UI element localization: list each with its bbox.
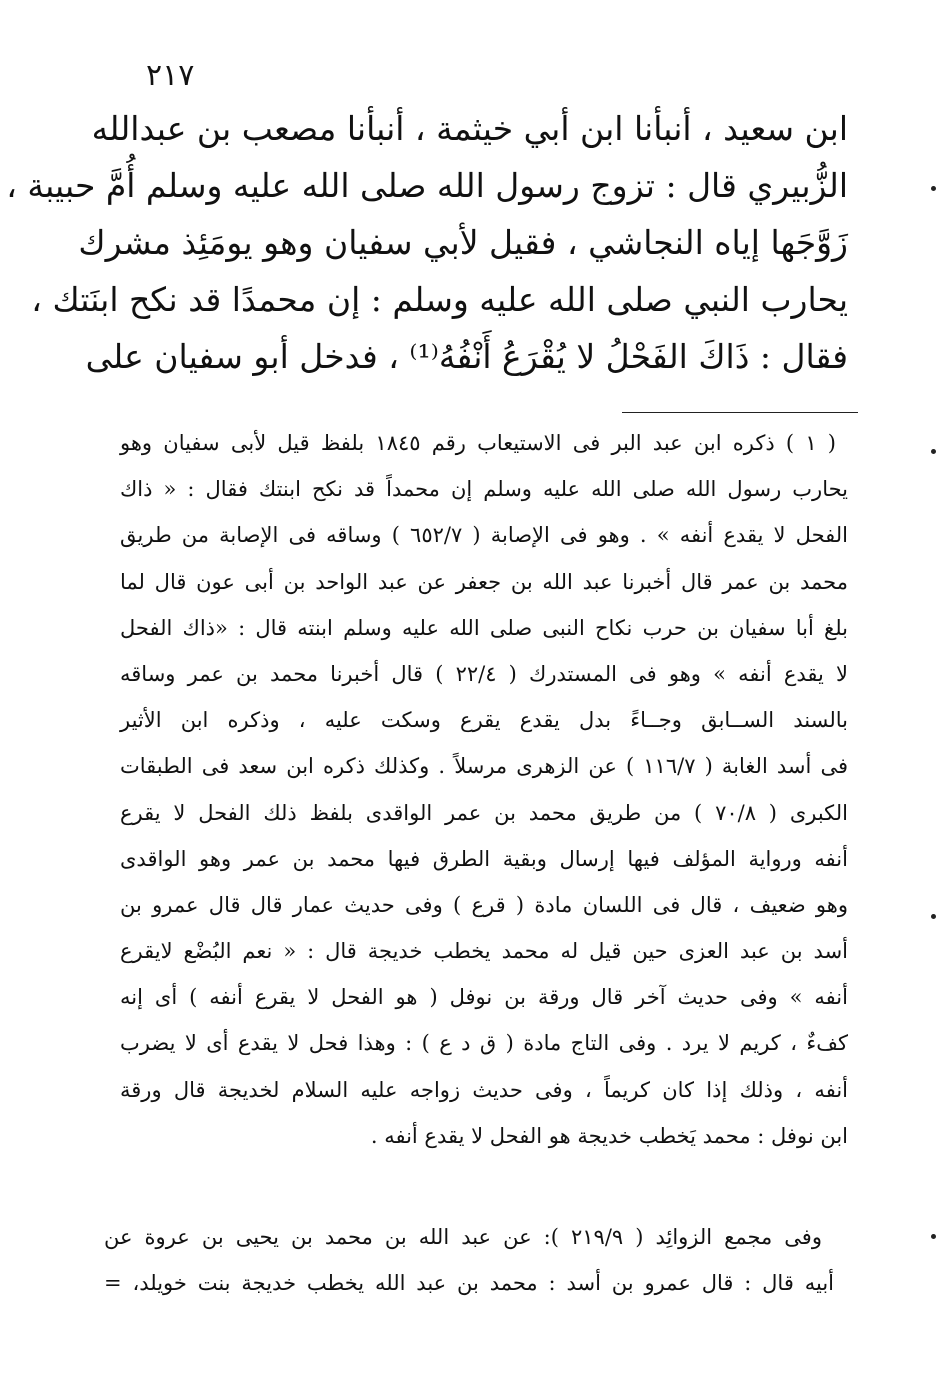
footnote-line: محمد بن عمر قال أخبرنا عبد الله بن جعفر عن عبد الواحد بن أبى عون قال لما [120, 569, 848, 594]
footnote-line: يحارب رسول الله صلى الله عليه وسلم إن محمداً قد نكح ابنتك فقال : « ذاك [120, 477, 848, 502]
footnote-line: أنفه » وفى حديث آخر قال ورقة بن نوفل ( هو الفحل لا يقرع أنفه ) أى إنه [120, 985, 848, 1010]
footnote-line: أنفه ورواية المؤلف فيها إرسال وبقية الطرق فيها محمد بن عمر وهو الواقدى [120, 846, 848, 871]
footnote-line: الكبرى ( ٧٠/٨ ) من طريق محمد بن عمر الواقدى بلفظ ذلك الفحل لا يقرع [120, 800, 849, 825]
margin-mark [931, 914, 936, 919]
footnote-line: بلغ أبا سفيان بن حرب نكاح النبى صلى الله عليه وسلم ابنته قال : «ذاك الفحل [120, 615, 848, 640]
footnote-line: أسد بن عبد العزى حين قيل له محمد يخطب خديجة قال : « نعم البُضْع لايقرع [120, 939, 848, 964]
footnote-line: وهو ضعيف ، قال فى اللسان مادة ( قرع ) وفى حديث عمار قال قال عمرو بن [120, 892, 848, 917]
margin-mark [931, 1234, 936, 1239]
footnote-divider [622, 412, 858, 413]
footnote-line: أبيه قال : قال عمرو بن أسد : محمد بن عبد الله يخطب خديجة بنت خويلد، = [104, 1271, 834, 1295]
footnote-line: كفءٌ ، كريم لا يرد . وفى التاج مادة ( ق د ع ) : وهذا فحل لا يقدع أى لا يضرب [120, 1031, 848, 1056]
footnote-line: ابن نوفل : محمد يَخطب خديجة هو الفحل لا يقدع أنفه . [370, 1123, 848, 1148]
footnote-line: بالسند الســابق وجــاءً بدل يقدع يقرع وسكت عليه ، وذكره ابن الأثير [120, 708, 848, 733]
margin-mark [931, 449, 936, 454]
footnote-line: وفى مجمع الزوائِد ( ٢١٩/٩ ): عن عبد الله بن محمد بن يحيى بن عروة عن [104, 1225, 822, 1249]
footnote-line: الفحل لا يقدع أنفه » . وهو فى الإصابة ( ٦٥٢/٧ ) وساقه فى الإصابة من طريق [120, 523, 848, 548]
page-number: ٢١٧ [146, 58, 195, 93]
margin-mark [931, 186, 936, 191]
footnote [120, 420, 848, 1159]
main-text-line: فقال : ذَاكَ الفَحْلُ لا يُقْرَعُ أَنْفُهُ⁽¹⁾ ، فدخل أبو سفيان على [85, 337, 848, 376]
main-text [6, 100, 848, 385]
footnote-line: أنفه ، وذلك إذا كان كريماً ، وفى حديث زواجه عليه السلام لخديجة قال ورقة [120, 1077, 848, 1102]
footnote-line: لا يقدع أنفه » وهو فى المستدرك ( ٢٢/٤ ) قال أخبرنا محمد بن عمر وساقه [120, 661, 848, 686]
main-text-line: ابن سعيد ، أنبأنا ابن أبي خيثمة ، أنبأنا مصعب بن عبدالله [91, 109, 848, 148]
footnote-continuation [104, 1214, 834, 1306]
main-text-line: الزُّبيري قال : تزوج رسول الله صلى الله عليه وسلم أُمَّ حبيبة ، [6, 166, 848, 205]
main-text-line: زَوَّجَها إياه النجاشي ، فقيل لأبي سفيان وهو يومَئِذ مشرك [78, 223, 848, 262]
footnote-line: ( ١ ) ذكره ابن عبد البر فى الاستيعاب رقم ١٨٤٥ بلفظ قيل لأبى سفيان وهو [120, 431, 836, 455]
main-text-line: يحارب النبي صلى الله عليه وسلم : إن محمدًا قد نكح ابنَتك ، [31, 280, 848, 319]
footnote-line: فى أسد الغابة ( ١١٦/٧ ) عن الزهرى مرسلاً . وكذلك ذكره ابن سعد فى الطبقات [120, 754, 848, 779]
